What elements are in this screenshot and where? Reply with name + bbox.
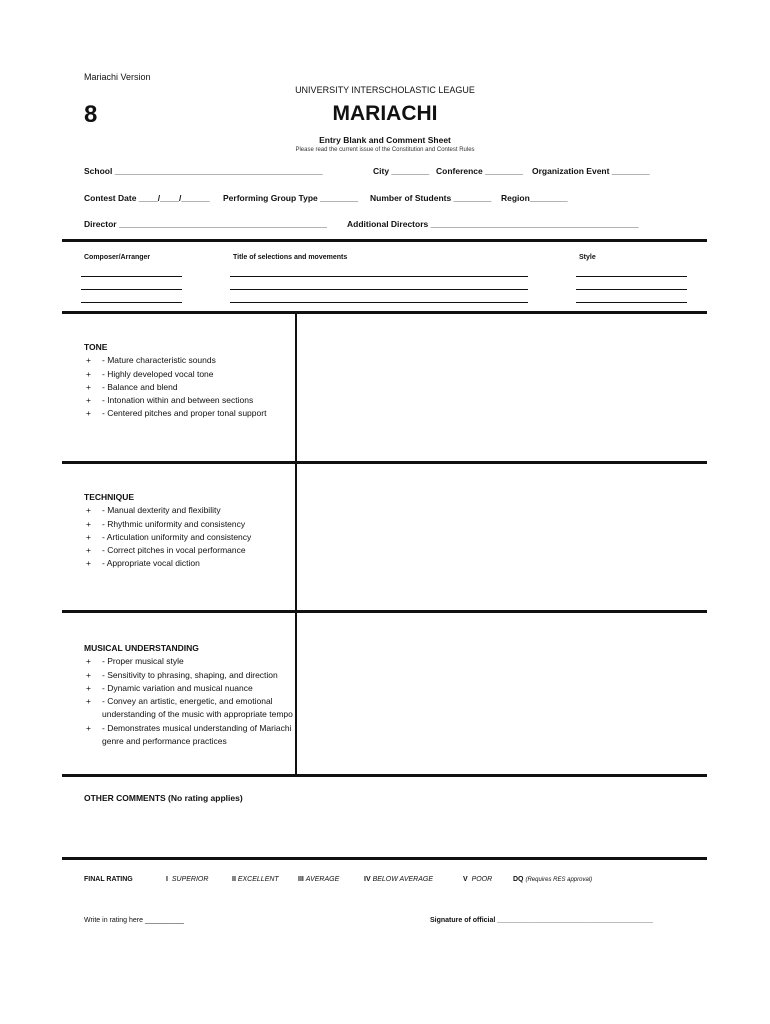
list-item: + - Correct pitches in vocal performance — [86, 545, 246, 556]
composer-line-2[interactable] — [81, 289, 182, 290]
musical-understanding-section — [84, 642, 296, 748]
organization-event-field[interactable]: Organization Event ________ — [532, 166, 650, 176]
other-comments-label: OTHER COMMENTS (No rating applies) — [84, 793, 243, 803]
signature-field[interactable]: Signature of official ________________________________________ — [430, 917, 654, 924]
final-rating-row — [0, 876, 770, 888]
list-item: + - Rhythmic uniformity and consistency — [86, 518, 246, 529]
rules-note: Please read the current issue of the Constitution and Contest Rules — [295, 147, 475, 153]
composer-header: Composer/Arranger — [84, 254, 151, 261]
director-field[interactable]: Director ____________________________________________ — [84, 219, 327, 229]
divider — [62, 774, 707, 777]
style-header: Style — [579, 254, 596, 261]
technique-section — [84, 491, 296, 571]
rating-superior[interactable]: I SUPERIOR — [166, 876, 209, 883]
list-item: + - Mature characteristic sounds — [86, 355, 216, 366]
school-field[interactable]: School ____________________________________________ — [84, 166, 323, 176]
other-comments-area[interactable] — [84, 808, 704, 856]
composer-line-3[interactable] — [81, 302, 182, 303]
write-in-rating-field[interactable]: Write in rating here __________ — [84, 917, 184, 924]
conference-field[interactable]: Conference ________ — [436, 166, 523, 176]
list-item: + - Highly developed vocal tone — [86, 368, 214, 379]
number-of-students-field[interactable]: Number of Students ________ — [370, 193, 492, 203]
rating-excellent[interactable]: II EXCELLENT — [232, 876, 279, 883]
divider — [62, 311, 707, 314]
title-line-1[interactable] — [230, 276, 528, 277]
list-item: + - Appropriate vocal diction — [86, 558, 200, 569]
list-item: + - Intonation within and between sections — [86, 395, 254, 406]
list-item: + - Manual dexterity and flexibility — [86, 505, 221, 516]
rating-dq[interactable]: DQ (Requires RES approval) — [513, 876, 593, 883]
divider — [62, 857, 707, 860]
technique-heading: TECHNIQUE — [84, 492, 135, 502]
contest-date-field[interactable]: Contest Date ____/____/______ — [84, 193, 210, 203]
city-field[interactable]: City ________ — [373, 166, 430, 176]
title-header: Title of selections and movements — [233, 254, 348, 261]
composer-line-1[interactable] — [81, 276, 182, 277]
rating-below-average[interactable]: IV BELOW AVERAGE — [364, 876, 434, 883]
style-line-3[interactable] — [576, 302, 687, 303]
list-item: + - Dynamic variation and musical nuance — [86, 682, 253, 693]
group-type-field[interactable]: Performing Group Type ________ — [223, 193, 358, 203]
page-subtitle: Entry Blank and Comment Sheet — [319, 135, 451, 145]
version-label: Mariachi Version — [84, 72, 151, 82]
list-item: + - Centered pitches and proper tonal support — [86, 408, 267, 419]
list-item: + - Convey an artistic, energetic, and emotional understanding of the music with appropriate tempo — [86, 696, 293, 720]
region-field[interactable]: Region________ — [501, 193, 568, 203]
title-line-2[interactable] — [230, 289, 528, 290]
page-title: MARIACHI — [332, 102, 438, 125]
list-item: + - Balance and blend — [86, 381, 178, 392]
list-item: + - Sensitivity to phrasing, shaping, and direction — [86, 669, 278, 680]
tone-comment-area[interactable] — [298, 316, 706, 460]
list-item: + - Articulation uniformity and consistency — [86, 531, 252, 542]
list-item: + - Proper musical style — [86, 656, 184, 667]
divider — [62, 239, 707, 242]
additional-directors-field[interactable]: Additional Directors ____________________________________________ — [347, 219, 639, 229]
divider — [62, 461, 707, 464]
tone-heading: TONE — [84, 342, 108, 352]
form-number: 8 — [84, 101, 98, 128]
rating-average[interactable]: III AVERAGE — [298, 876, 340, 883]
technique-comment-area[interactable] — [298, 465, 706, 610]
musical-understanding-heading: MUSICAL UNDERSTANDING — [84, 643, 199, 653]
league-name: UNIVERSITY INTERSCHOLASTIC LEAGUE — [295, 85, 475, 95]
musical-understanding-comment-area[interactable] — [298, 614, 706, 774]
rating-poor[interactable]: V POOR — [463, 876, 493, 883]
title-line-3[interactable] — [230, 302, 528, 303]
divider — [62, 610, 707, 613]
style-line-2[interactable] — [576, 289, 687, 290]
style-line-1[interactable] — [576, 276, 687, 277]
final-rating-label: FINAL RATING — [84, 876, 133, 883]
list-item: + - Demonstrates musical understanding of Mariachi genre and performance practices — [86, 722, 292, 747]
tone-section — [84, 341, 296, 421]
